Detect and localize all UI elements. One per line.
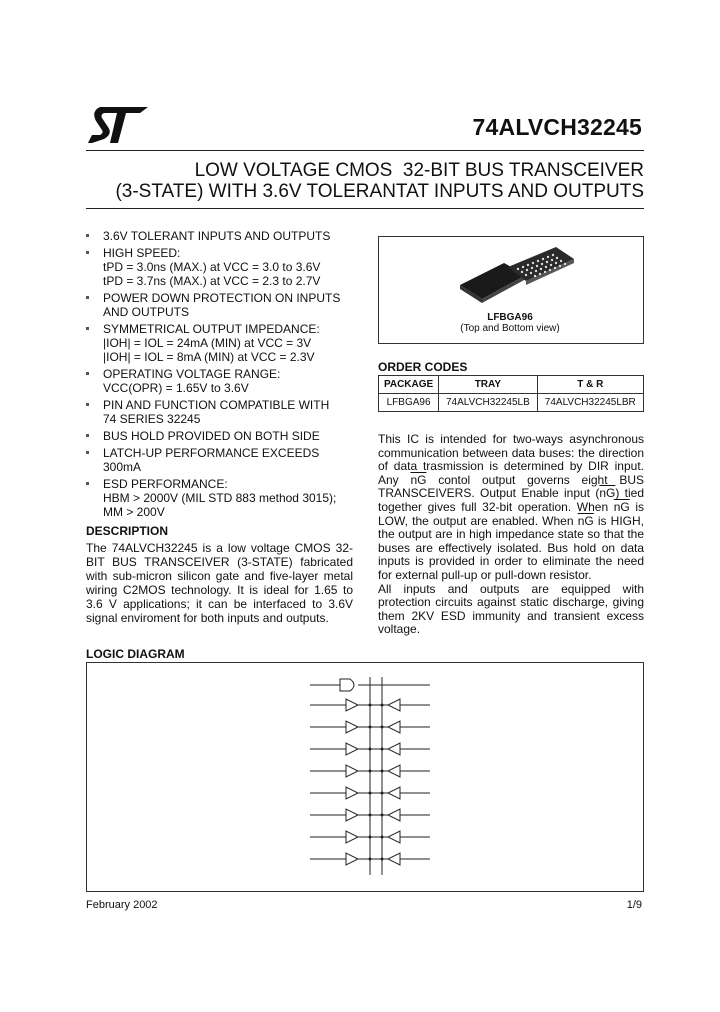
feature-item: [86, 229, 358, 243]
table-cell: LFBGA96: [379, 394, 439, 412]
feature-line: |IOH| = IOL = 8mA (MIN) at VCC = 2.3V: [103, 350, 315, 364]
bullet-icon: [86, 403, 89, 406]
feature-list: [86, 229, 358, 522]
feature-item: [86, 398, 358, 426]
ng-signal: $\overline{nG}$: [410, 472, 427, 487]
order-codes-heading: ORDER CODES: [378, 360, 468, 374]
feature-line: tPD = 3.7ns (MAX.) at VCC = 2.3 to 2.7V: [103, 274, 321, 288]
table-cell: 74ALVCH32245LBR: [537, 394, 643, 412]
table-row: [379, 394, 644, 412]
footer-date: February 2002: [86, 899, 158, 911]
feature-line: VCC(OPR) = 1.65V to 3.6V: [103, 381, 249, 395]
feature-line: BUS HOLD PROVIDED ON BOTH SIDE: [103, 429, 320, 443]
bullet-icon: [86, 482, 89, 485]
feature-item: [86, 367, 358, 395]
bga-package-image: [456, 245, 576, 307]
logic-diagram: [290, 675, 450, 885]
feature-line: MM > 200V: [103, 505, 165, 519]
feature-line: AND OUTPUTS: [103, 305, 190, 319]
ng-signal: $\overline{nG}$: [599, 486, 616, 501]
package-view-caption: (Top and Bottom view): [460, 323, 560, 334]
feature-line: POWER DOWN PROTECTION ON INPUTS: [103, 291, 341, 305]
part-number: 74ALVCH32245: [472, 114, 642, 140]
bullet-icon: [86, 234, 89, 237]
feature-item: [86, 446, 358, 474]
feature-line: HIGH SPEED:: [103, 246, 181, 260]
ic-text-part: ) tied together gives full 32-bit operation. When: [378, 486, 644, 514]
bullet-icon: [86, 327, 89, 330]
ic-description: [378, 433, 644, 637]
logic-diagram-heading: LOGIC DIAGRAM: [86, 647, 185, 661]
bullet-icon: [86, 251, 89, 254]
feature-line: PIN AND FUNCTION COMPATIBLE WITH: [103, 398, 330, 412]
table-cell: 74ALVCH32245LB: [439, 394, 537, 412]
order-codes-table: [378, 375, 644, 412]
ic-text-part: is HIGH, the output are in high impedance state so that the buses are effectively isolated. Bus hold on data inputs is provided in order to eliminate the need for external pull-up or pull-down resistor.: [378, 513, 644, 582]
feature-line: 74 SERIES 32245: [103, 412, 201, 426]
column-header: T & R: [537, 376, 643, 394]
feature-line: LATCH-UP PERFORMANCE EXCEEDS: [103, 446, 320, 460]
feature-line: 300mA: [103, 460, 142, 474]
feature-line: |IOH| = IOL = 24mA (MIN) at VCC = 3V: [103, 336, 312, 350]
bullet-icon: [86, 296, 89, 299]
column-header: PACKAGE: [379, 376, 439, 394]
feature-item: [86, 429, 358, 443]
feature-line: tPD = 3.0ns (MAX.) at VCC = 3.0 to 3.6V: [103, 260, 321, 274]
feature-line: 3.6V TOLERANT INPUTS AND OUTPUTS: [103, 229, 331, 243]
feature-item: [86, 477, 358, 519]
feature-item: [86, 246, 358, 288]
package-name: LFBGA96: [487, 312, 533, 323]
st-logo: [86, 103, 152, 147]
table-header-row: [379, 376, 644, 394]
bullet-icon: [86, 434, 89, 437]
column-header: TRAY: [439, 376, 537, 394]
bullet-icon: [86, 451, 89, 454]
bullet-icon: [86, 372, 89, 375]
description-text: The 74ALVCH32245 is a low voltage CMOS 32-BIT BUS TRANSCEIVER (3-STATE) fabricated with sub-micron silicon gate and five-layer metal wiring C2MOS technology. It is ideal for 1.65 to 3.6 V applications; it can be interfaced to 3.6V signal enviroment for both inputs and outputs.: [86, 541, 353, 625]
ng-signal: $\overline{nG}$: [577, 513, 594, 528]
footer-page-number: 1/9: [626, 899, 642, 911]
header-rule: [86, 150, 644, 151]
ng-signal: $\overline{nG}$: [613, 499, 630, 514]
feature-line: SYMMETRICAL OUTPUT IMPEDANCE:: [103, 322, 320, 336]
title-line-1: LOW VOLTAGE CMOS 32-BIT BUS TRANSCEIVER: [194, 160, 644, 181]
ic-text-paragraph-2: All inputs and outputs are equipped with protection circuits against static discharge, giving them 2KV ESD immunity and transient excess voltage.: [378, 581, 644, 637]
feature-line: HBM > 2000V (MIL STD 883 method 3015);: [103, 491, 337, 505]
title-rule: [86, 208, 644, 209]
description-heading: DESCRIPTION: [86, 524, 169, 538]
feature-line: OPERATING VOLTAGE RANGE:: [103, 367, 281, 381]
feature-item: [86, 291, 358, 319]
feature-item: [86, 322, 358, 364]
ic-text-part: contol output governs eight BUS TRANSCEIVERS. Output Enable input (: [378, 472, 644, 501]
ic-text-part: is LOW, the output are enabled. When: [378, 499, 644, 528]
title-line-2: (3-STATE) WITH 3.6V TOLERANTAT INPUTS AND OUTPUTS: [115, 181, 644, 202]
ic-text-part: This IC is intended for two-ways asynchronous communication between data buses: the direction of data trasmission is determined by DIR input. Any: [378, 432, 644, 487]
document-title: [115, 160, 644, 202]
feature-line: ESD PERFORMANCE:: [103, 477, 228, 491]
